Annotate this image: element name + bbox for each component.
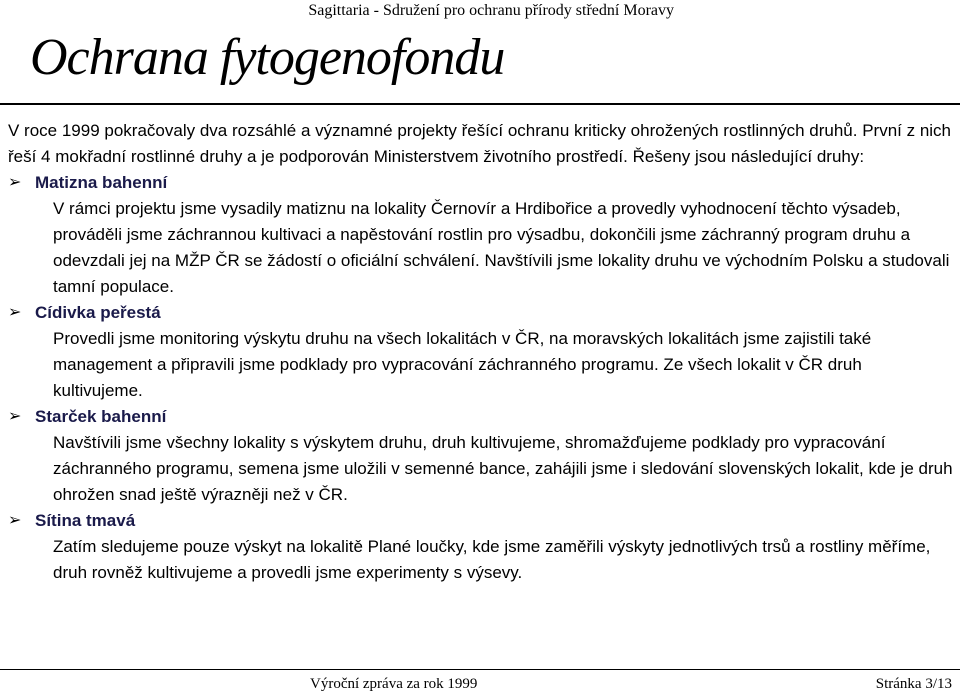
page-title: Ochrana fytogenofondu (30, 29, 505, 86)
arrow-bullet-icon: ➢ (8, 304, 22, 321)
arrow-bullet-icon: ➢ (8, 174, 22, 191)
species-heading (8, 170, 953, 196)
species-text: Zatím sledujeme pouze výskyt na lokalitě Plané loučky, kde jsme zaměřili výskyty jednotlivých trsů a rostliny měříme, druh rovněž kultivujeme a provedli jsme experimenty s výsevy. (53, 537, 931, 582)
species-item (8, 170, 953, 300)
species-heading (8, 404, 953, 430)
organization-name: Sagittaria - Sdružení pro ochranu přírody střední Moravy (308, 2, 674, 19)
arrow-bullet-icon: ➢ (8, 408, 22, 425)
species-name: Sítina tmavá (35, 511, 136, 530)
species-heading (8, 508, 953, 534)
report-title: Výroční zpráva za rok 1999 (310, 676, 478, 692)
species-text: Navštívili jsme všechny lokality s výskytem druhu, druh kultivujeme, shromažďujeme podklady pro vypracování záchranného programu, semena jsme uložili v semenné bance, zahájili jsme i sledování slovenských lokalit, kde je druh ohrožen snad ještě výrazněji než v ČR. (53, 433, 953, 504)
page-number: Stránka 3/13 (875, 676, 952, 692)
species-text: Provedli jsme monitoring výskytu druhu na všech lokalitách v ČR, na moravských lokalitách jsme zajistili také management a připravili jsme podklady pro vypracování záchranného programu. Ze všech lokalit v ČR druh kultivujeme. (53, 329, 872, 400)
page-header (0, 0, 960, 22)
page-footer (0, 669, 960, 696)
intro-paragraph: V roce 1999 pokračovaly dva rozsáhlé a významné projekty řešící ochranu kriticky ohrožených rostlinných druhů. První z nich řeší 4 mokřadní rostlinné druhy a je podporován Ministerstvem životního prostředí. Řešeny jsou následující druhy: (8, 121, 952, 166)
species-item (8, 508, 953, 586)
species-item (8, 300, 953, 404)
arrow-bullet-icon: ➢ (8, 512, 22, 529)
species-name: Cídivka peřestá (35, 303, 161, 322)
species-name: Starček bahenní (35, 407, 167, 426)
title-divider (0, 103, 960, 105)
species-item (8, 404, 953, 508)
species-name: Matizna bahenní (35, 173, 168, 192)
species-heading (8, 300, 953, 326)
species-text: V rámci projektu jsme vysadily matiznu na lokality Černovír a Hrdibořice a provedly vyhodnocení těchto výsadeb, prováděli jsme záchrannou kultivaci a napěstování rostlin pro výsadbu, dokončili jsme záchranný program druhu a odevzdali jej na MŽP ČR se žádostí o oficiální schválení. Navštívili jsme lokality druhu ve východním Polsku a studovali tamní populace. (53, 199, 950, 296)
document-body (8, 118, 953, 586)
